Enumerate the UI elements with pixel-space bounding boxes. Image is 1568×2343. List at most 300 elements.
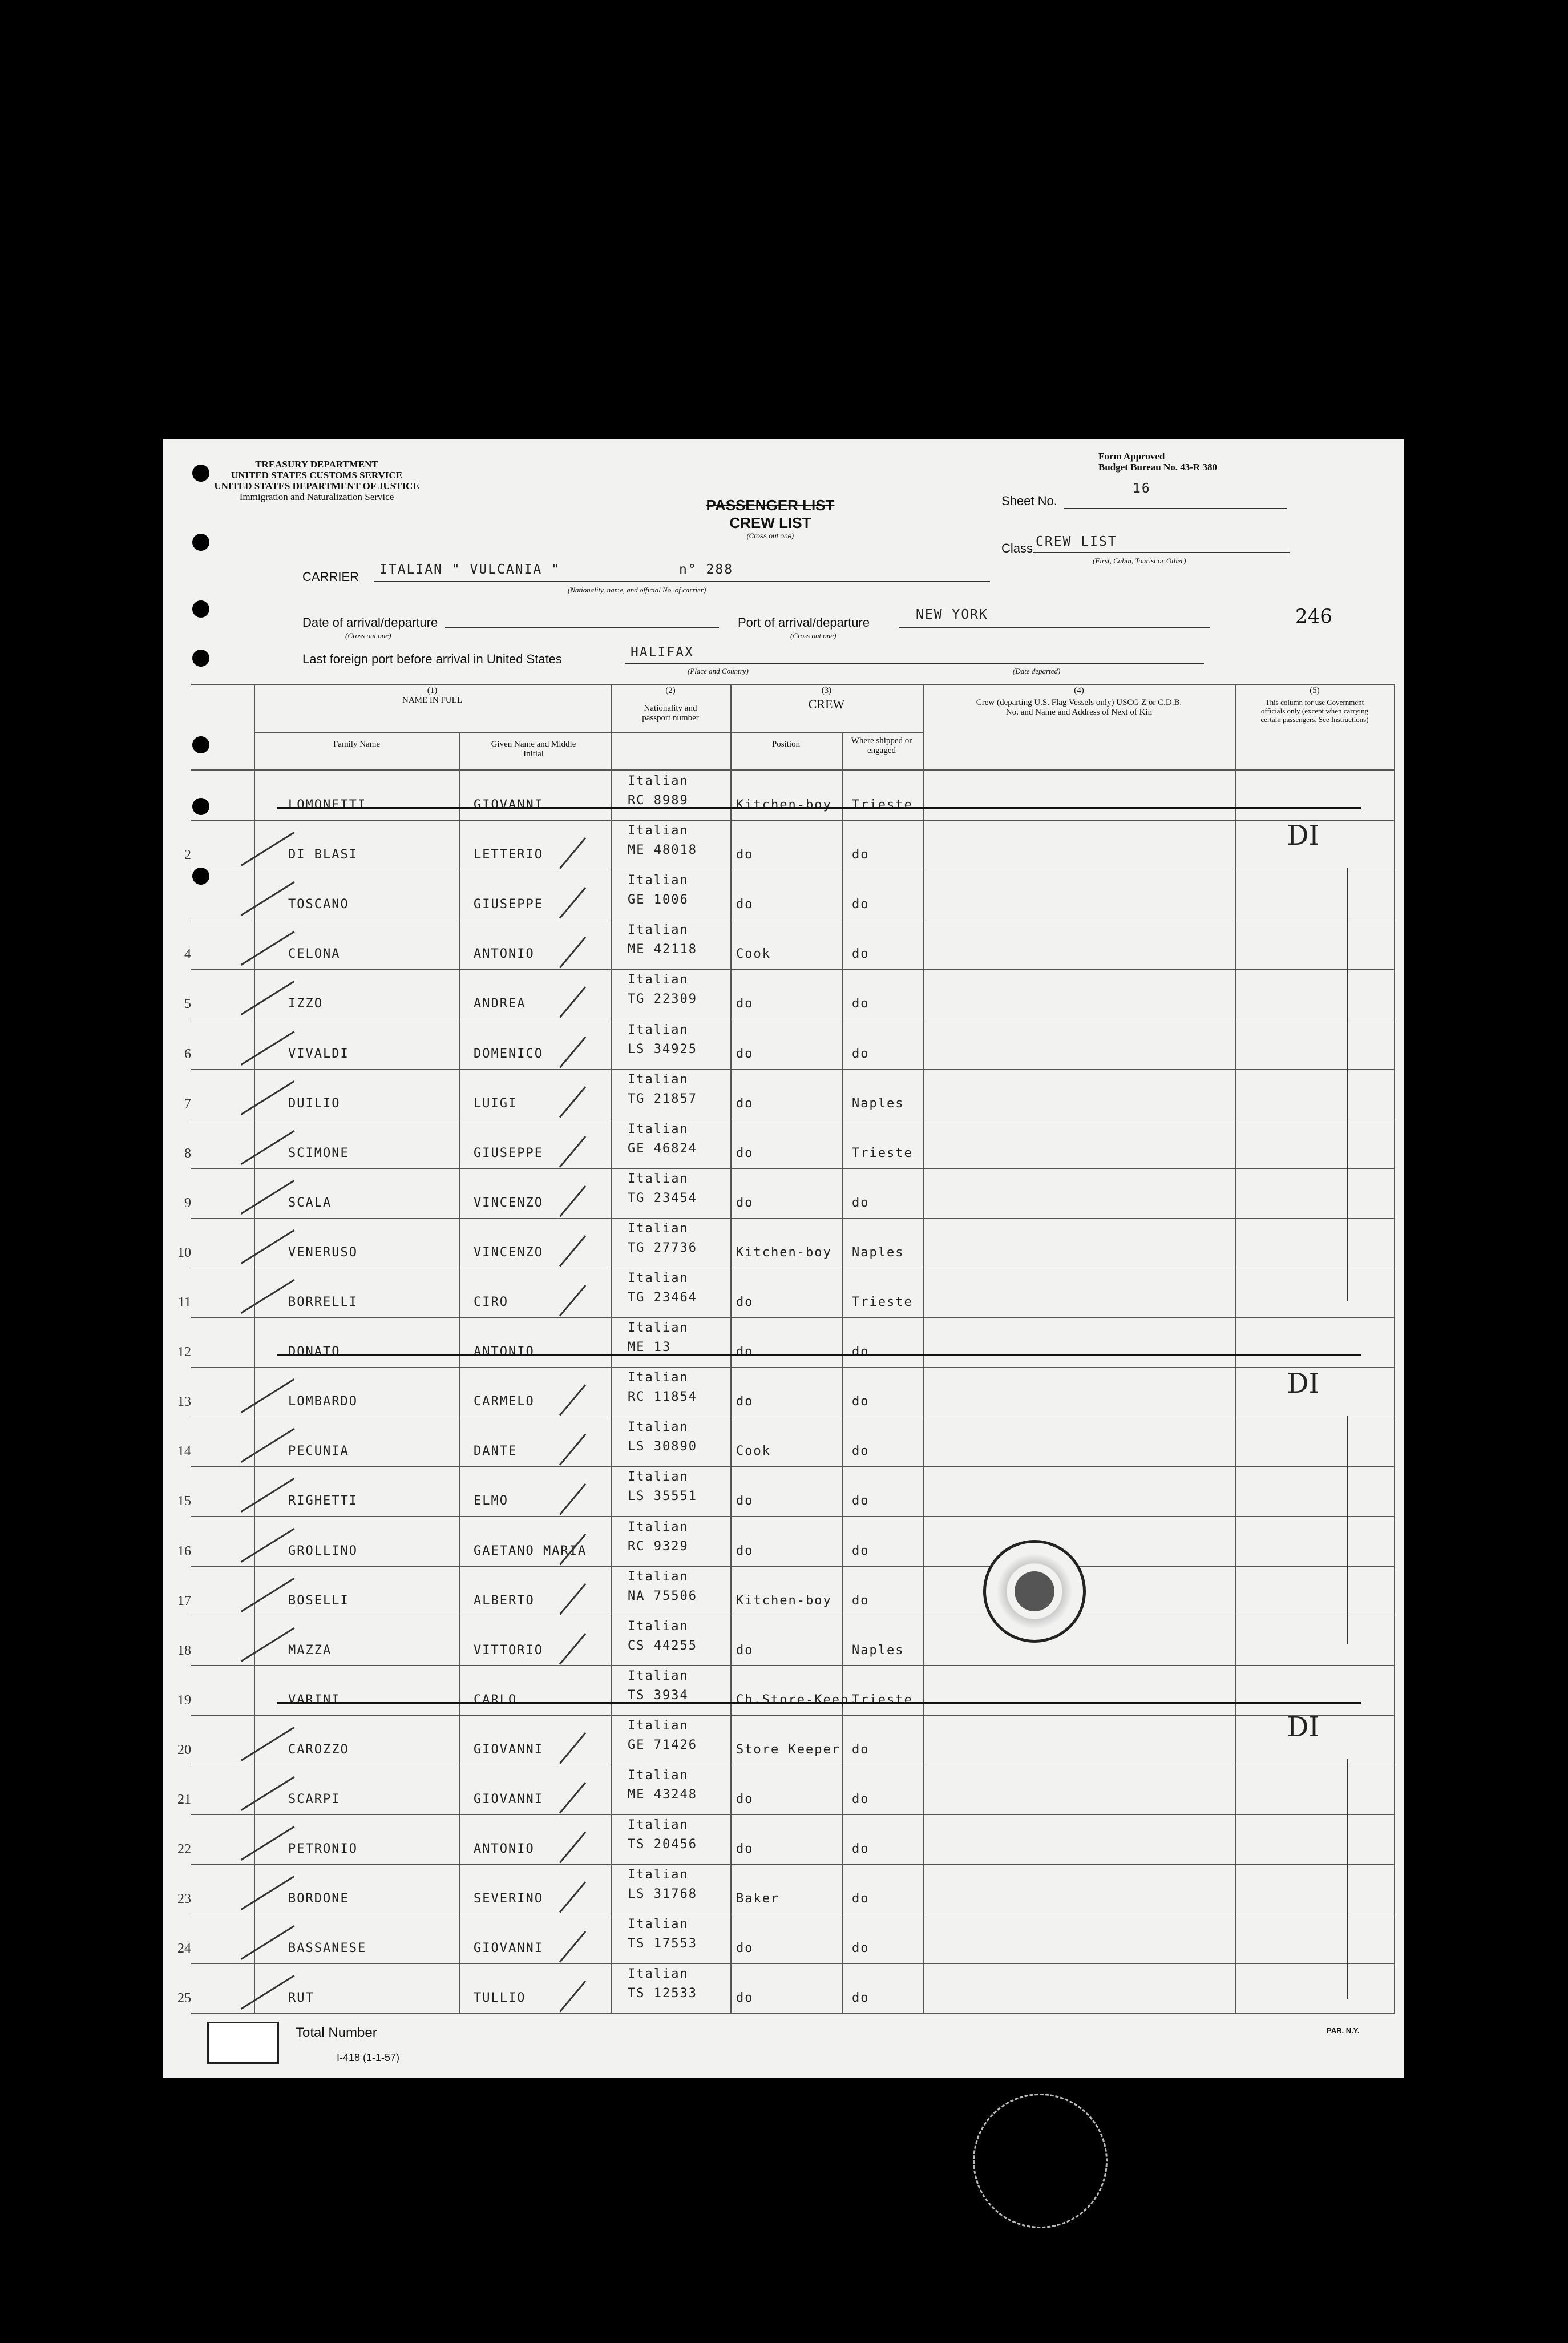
passport-number-cell: RC 9329 bbox=[628, 1539, 689, 1554]
check-mark bbox=[559, 1384, 586, 1416]
family-name-cell: LOMONETTI bbox=[288, 798, 367, 812]
port-label: Port of arrival/departure bbox=[738, 615, 870, 630]
position-cell: Baker bbox=[736, 1892, 780, 1906]
nationality-cell: Italian bbox=[628, 923, 689, 938]
check-mark bbox=[241, 1229, 295, 1264]
nationality-cell: Italian bbox=[628, 1818, 689, 1833]
passport-number-cell: TG 27736 bbox=[628, 1240, 697, 1255]
family-name-cell: PETRONIO bbox=[288, 1842, 358, 1857]
row-number: 11 bbox=[177, 1295, 191, 1310]
check-mark bbox=[559, 937, 586, 969]
check-mark bbox=[559, 1782, 586, 1814]
table-row bbox=[191, 771, 1395, 820]
position-cell: Kitchen-boy bbox=[736, 1593, 832, 1608]
col4-number: (4) bbox=[1074, 686, 1084, 695]
title-passenger-list: PASSENGER LIST bbox=[706, 497, 835, 514]
passport-number-cell: NA 75506 bbox=[628, 1588, 697, 1603]
position-cell: Kitchen-boy bbox=[736, 1245, 832, 1260]
check-mark bbox=[559, 1732, 586, 1764]
family-name-cell: BOSELLI bbox=[288, 1593, 349, 1608]
check-mark bbox=[559, 1583, 586, 1615]
position-cell: do bbox=[736, 848, 754, 862]
form-title bbox=[673, 497, 867, 540]
form-number: I-418 (1-1-57) bbox=[337, 2052, 400, 2063]
where-shipped-cell: do bbox=[852, 1046, 870, 1061]
check-mark bbox=[241, 1378, 295, 1413]
position-cell: do bbox=[736, 1792, 754, 1806]
table-row bbox=[191, 870, 1395, 920]
col5-number: (5) bbox=[1310, 686, 1320, 695]
col3-header bbox=[730, 686, 923, 709]
nationality-cell: Italian bbox=[628, 824, 689, 838]
table-row bbox=[177, 1963, 1395, 2013]
nationality-cell: Italian bbox=[628, 1420, 689, 1435]
row-number: 12 bbox=[177, 1345, 191, 1360]
col1-header bbox=[254, 686, 611, 705]
nationality-cell: Italian bbox=[628, 1569, 689, 1584]
check-mark bbox=[241, 1080, 295, 1115]
table-row bbox=[177, 1466, 1395, 1516]
row-number: 5 bbox=[184, 997, 191, 1012]
di-annotation: DI bbox=[1287, 1368, 1320, 1400]
strike-through-line bbox=[277, 807, 1361, 809]
title-crew-list: CREW LIST bbox=[729, 514, 811, 531]
row-divider bbox=[191, 2013, 1395, 2014]
position-cell: do bbox=[736, 1195, 754, 1210]
given-name-cell: CARLO bbox=[474, 1692, 518, 1707]
check-mark bbox=[559, 1434, 586, 1466]
row-number: 4 bbox=[184, 947, 191, 962]
check-mark bbox=[559, 1931, 586, 1963]
family-name-cell: VENERUSO bbox=[288, 1245, 358, 1260]
family-name-cell: SCARPI bbox=[288, 1792, 341, 1806]
crew-table bbox=[177, 684, 1395, 2014]
table-row bbox=[177, 1417, 1395, 1466]
where-shipped-cell: do bbox=[852, 1941, 870, 1956]
crew-list-form bbox=[163, 439, 1404, 2078]
nationality-cell: Italian bbox=[628, 1768, 689, 1783]
given-name-cell: ANTONIO bbox=[474, 1842, 535, 1857]
given-name-cell: ANDREA bbox=[474, 997, 526, 1011]
check-mark bbox=[241, 1826, 295, 1861]
carrier-underline bbox=[374, 581, 990, 582]
header-divider bbox=[254, 732, 923, 733]
nationality-cell: Italian bbox=[628, 1917, 689, 1932]
where-shipped-cell: do bbox=[852, 1394, 870, 1409]
table-row bbox=[177, 1616, 1395, 1665]
passport-number-cell: RC 11854 bbox=[628, 1390, 697, 1405]
check-mark bbox=[559, 1235, 586, 1267]
col1-number: (1) bbox=[427, 686, 438, 695]
table-row bbox=[184, 1019, 1395, 1069]
family-name-cell: SCALA bbox=[288, 1195, 332, 1210]
last-port-hint: (Place and Country) bbox=[688, 667, 749, 675]
family-name-cell: RUT bbox=[288, 1991, 314, 2006]
total-number-box bbox=[207, 2022, 279, 2064]
table-row bbox=[177, 1268, 1395, 1317]
nationality-cell: Italian bbox=[628, 973, 689, 987]
class-hint: (First, Cabin, Tourist or Other) bbox=[1093, 556, 1186, 565]
family-name-cell: VARINI bbox=[288, 1692, 341, 1707]
nationality-cell: Italian bbox=[628, 1321, 689, 1336]
position-cell: Store Keeper bbox=[736, 1742, 840, 1757]
check-mark bbox=[241, 1031, 295, 1066]
nationality-cell: Italian bbox=[628, 1718, 689, 1733]
position-cell: Cook bbox=[736, 947, 771, 962]
check-mark bbox=[559, 1037, 586, 1068]
where-shipped-cell: do bbox=[852, 848, 870, 862]
table-row bbox=[177, 1864, 1395, 1914]
position-cell: do bbox=[736, 1394, 754, 1409]
family-name-cell: BORRELLI bbox=[288, 1295, 358, 1309]
row-number: 15 bbox=[177, 1494, 191, 1509]
col2-header bbox=[611, 686, 730, 723]
given-name-cell: CIRO bbox=[474, 1295, 508, 1309]
check-mark bbox=[241, 1925, 295, 1960]
given-name-cell: ALBERTO bbox=[474, 1593, 535, 1608]
where-shipped-cell: do bbox=[852, 997, 870, 1011]
table-row bbox=[177, 1765, 1395, 1814]
table-row bbox=[184, 820, 1395, 870]
where-shipped-cell: do bbox=[852, 1593, 870, 1608]
date-hint: (Cross out one) bbox=[345, 631, 391, 640]
printer-mark: PAR. N.Y. bbox=[1327, 2026, 1360, 2035]
col2-number: (2) bbox=[665, 686, 676, 695]
page-number: 246 bbox=[1295, 605, 1332, 628]
check-mark bbox=[241, 1180, 295, 1215]
where-shipped-header: Where shipped or engaged bbox=[851, 736, 912, 755]
given-name-cell: TULLIO bbox=[474, 1991, 526, 2006]
passport-number-cell: TG 23454 bbox=[628, 1191, 697, 1205]
passport-number-cell: LS 35551 bbox=[628, 1489, 697, 1504]
di-annotation: DI bbox=[1287, 820, 1320, 852]
table-row bbox=[184, 1119, 1395, 1168]
given-name-cell: GIOVANNI bbox=[474, 1742, 543, 1757]
table-row bbox=[184, 1168, 1395, 1218]
nationality-cell: Italian bbox=[628, 1967, 689, 1982]
given-name-cell: VITTORIO bbox=[474, 1643, 543, 1658]
given-name-cell: CARMELO bbox=[474, 1394, 535, 1409]
port-underline bbox=[899, 627, 1210, 628]
nationality-cell: Italian bbox=[628, 1072, 689, 1087]
check-mark bbox=[559, 1832, 586, 1864]
family-name-cell: BORDONE bbox=[288, 1892, 349, 1906]
class-value: CREW LIST bbox=[1036, 534, 1117, 549]
row-number: 21 bbox=[177, 1792, 191, 1807]
check-mark bbox=[559, 986, 586, 1018]
last-port-label: Last foreign port before arrival in United States bbox=[302, 652, 562, 666]
position-cell: do bbox=[736, 1643, 754, 1658]
where-shipped-cell: do bbox=[852, 1543, 870, 1558]
family-name-cell: CAROZZO bbox=[288, 1742, 349, 1757]
check-mark bbox=[241, 931, 295, 966]
table-row bbox=[177, 1715, 1395, 1765]
port-hint: (Cross out one) bbox=[790, 631, 836, 640]
check-mark bbox=[241, 1130, 295, 1165]
col3-title: CREW bbox=[808, 697, 845, 711]
where-shipped-cell: do bbox=[852, 1494, 870, 1509]
row-number: 13 bbox=[177, 1394, 191, 1410]
check-mark bbox=[559, 1483, 586, 1515]
table-row bbox=[177, 1218, 1395, 1268]
passport-number-cell: CS 44255 bbox=[628, 1638, 697, 1653]
col5-title: This column for use Government officials only (except when carrying certain passengers. See Instructions) bbox=[1260, 698, 1369, 724]
strike-through-line bbox=[277, 1702, 1361, 1704]
row-number: 18 bbox=[177, 1643, 191, 1658]
family-name-cell: RIGHETTI bbox=[288, 1494, 358, 1509]
check-mark bbox=[241, 1876, 295, 1910]
table-row bbox=[184, 920, 1395, 969]
table-row bbox=[177, 1566, 1395, 1616]
where-shipped-cell: do bbox=[852, 1991, 870, 2006]
nationality-cell: Italian bbox=[628, 1519, 689, 1534]
given-name-cell: ELMO bbox=[474, 1494, 508, 1509]
family-name-cell: CELONA bbox=[288, 947, 341, 962]
passport-number-cell: ME 42118 bbox=[628, 942, 697, 957]
family-name-cell: IZZO bbox=[288, 997, 323, 1011]
nationality-cell: Italian bbox=[628, 774, 689, 788]
passport-number-cell: LS 30890 bbox=[628, 1439, 697, 1454]
passport-number-cell: GE 1006 bbox=[628, 893, 689, 908]
nationality-cell: Italian bbox=[628, 1271, 689, 1285]
row-number: 6 bbox=[184, 1046, 191, 1062]
nationality-cell: Italian bbox=[628, 1868, 689, 1882]
table-row bbox=[184, 969, 1395, 1019]
nationality-cell: Italian bbox=[628, 1221, 689, 1236]
family-name-cell: LOMBARDO bbox=[288, 1394, 358, 1409]
given-name-cell: ANTONIO bbox=[474, 947, 535, 962]
passport-number-cell: ME 43248 bbox=[628, 1788, 697, 1802]
given-name-cell: GIOVANNI bbox=[474, 1792, 543, 1806]
passport-number-cell: ME 48018 bbox=[628, 843, 697, 858]
where-shipped-cell: Trieste bbox=[852, 1295, 913, 1309]
sheet-underline bbox=[1064, 508, 1287, 509]
binder-hole bbox=[192, 534, 209, 551]
passport-number-cell: TS 17553 bbox=[628, 1937, 697, 1951]
class-label: Class bbox=[1001, 541, 1033, 555]
row-number: 24 bbox=[177, 1941, 191, 1957]
position-cell: do bbox=[736, 1046, 754, 1061]
col4-header bbox=[923, 686, 1235, 717]
given-name-cell: DANTE bbox=[474, 1444, 518, 1459]
position-header: Position bbox=[771, 740, 801, 749]
passport-number-cell: TS 12533 bbox=[628, 1986, 697, 2001]
check-mark bbox=[241, 1776, 295, 1811]
position-cell: do bbox=[736, 1991, 754, 2006]
passport-number-cell: TS 3934 bbox=[628, 1688, 689, 1703]
family-name-header: Family Name bbox=[333, 740, 381, 749]
last-port-value: HALIFAX bbox=[631, 645, 694, 660]
row-number: 8 bbox=[184, 1146, 191, 1161]
check-mark bbox=[241, 832, 295, 866]
given-name-cell: LETTERIO bbox=[474, 848, 543, 862]
di-annotation: DI bbox=[1287, 1711, 1320, 1743]
table-top-border bbox=[191, 684, 1395, 685]
family-name-cell: SCIMONE bbox=[288, 1146, 349, 1160]
nationality-cell: Italian bbox=[628, 1370, 689, 1385]
given-name-cell: GIUSEPPE bbox=[474, 897, 543, 912]
position-cell: do bbox=[736, 1842, 754, 1857]
table-row bbox=[177, 1814, 1395, 1864]
family-name-cell: BASSANESE bbox=[288, 1941, 367, 1956]
given-name-cell: VINCENZO bbox=[474, 1195, 543, 1210]
passport-number-cell: LS 34925 bbox=[628, 1042, 697, 1056]
where-shipped-cell: Naples bbox=[852, 1245, 904, 1260]
position-cell: do bbox=[736, 1494, 754, 1509]
position-cell: do bbox=[736, 1096, 754, 1111]
table-row bbox=[177, 1517, 1395, 1566]
where-shipped-cell: do bbox=[852, 1892, 870, 1906]
passport-number-cell: LS 31768 bbox=[628, 1887, 697, 1902]
family-name-cell: PECUNIA bbox=[288, 1444, 349, 1459]
given-name-cell: LUIGI bbox=[474, 1096, 518, 1111]
check-mark bbox=[241, 1279, 295, 1314]
annotation-bracket bbox=[1324, 1759, 1348, 1999]
check-mark bbox=[241, 1727, 295, 1761]
agency-line: UNITED STATES CUSTOMS SERVICE bbox=[231, 470, 403, 481]
where-shipped-cell: do bbox=[852, 1345, 870, 1360]
nationality-cell: Italian bbox=[628, 873, 689, 888]
check-mark bbox=[241, 1975, 295, 2010]
row-number: 9 bbox=[184, 1195, 191, 1211]
row-number: 23 bbox=[177, 1892, 191, 1907]
check-mark bbox=[559, 1981, 586, 2013]
check-mark bbox=[241, 1627, 295, 1662]
position-cell: do bbox=[736, 1295, 754, 1309]
position-cell: do bbox=[736, 1941, 754, 1956]
row-number: 7 bbox=[184, 1096, 191, 1111]
where-shipped-cell: do bbox=[852, 1742, 870, 1757]
where-shipped-cell: do bbox=[852, 1444, 870, 1459]
table-row bbox=[177, 1317, 1395, 1367]
table-row bbox=[177, 1914, 1395, 1963]
nationality-cell: Italian bbox=[628, 1171, 689, 1186]
class-underline bbox=[1033, 552, 1290, 553]
row-number: 2 bbox=[184, 848, 191, 863]
form-approved-block bbox=[1098, 451, 1281, 473]
carrier-value: ITALIAN " VULCANIA " bbox=[379, 562, 560, 577]
given-name-cell: GIUSEPPE bbox=[474, 1146, 543, 1160]
agency-line: TREASURY DEPARTMENT bbox=[255, 459, 378, 470]
binder-hole bbox=[192, 650, 209, 667]
family-name-cell: DI BLASI bbox=[288, 848, 358, 862]
row-number: 19 bbox=[177, 1692, 191, 1708]
where-shipped-cell: Trieste bbox=[852, 1146, 913, 1160]
check-mark bbox=[559, 887, 586, 919]
position-cell: Ch.Store-Keep. bbox=[736, 1692, 858, 1707]
family-name-cell: VIVALDI bbox=[288, 1046, 349, 1061]
row-number: 22 bbox=[177, 1842, 191, 1857]
date-underline bbox=[445, 627, 719, 628]
passport-number-cell: RC 8989 bbox=[628, 793, 689, 808]
family-name-cell: GROLLINO bbox=[288, 1543, 358, 1558]
row-number: 17 bbox=[177, 1593, 191, 1608]
sheet-label: Sheet No. bbox=[1001, 494, 1057, 508]
eagle-emblem-icon bbox=[1015, 1571, 1054, 1611]
nationality-cell: Italian bbox=[628, 1668, 689, 1683]
check-mark bbox=[241, 981, 295, 1015]
annotation-bracket bbox=[1324, 868, 1348, 1301]
agency-line: Immigration and Naturalization Service bbox=[239, 491, 394, 502]
row-number: 10 bbox=[177, 1245, 191, 1260]
check-mark bbox=[559, 1185, 586, 1217]
position-cell: do bbox=[736, 1345, 754, 1360]
family-name-cell: TOSCANO bbox=[288, 897, 349, 912]
check-mark bbox=[559, 1881, 586, 1913]
family-name-cell: DUILIO bbox=[288, 1096, 341, 1111]
nationality-cell: Italian bbox=[628, 1022, 689, 1037]
strike-through-line bbox=[277, 1354, 1361, 1356]
check-mark bbox=[241, 1578, 295, 1612]
table-row bbox=[177, 1367, 1395, 1417]
title-cross-out-hint: (Cross out one) bbox=[746, 532, 794, 540]
where-shipped-cell: do bbox=[852, 897, 870, 912]
given-name-cell: SEVERINO bbox=[474, 1892, 543, 1906]
where-shipped-cell: Trieste bbox=[852, 798, 913, 812]
annotation-bracket bbox=[1324, 1416, 1348, 1644]
agency-header bbox=[197, 459, 437, 502]
nationality-cell: Italian bbox=[628, 1619, 689, 1634]
passport-number-cell: GE 71426 bbox=[628, 1737, 697, 1752]
given-name-header: Given Name and Middle Initial bbox=[491, 740, 576, 759]
passport-number-cell: TS 20456 bbox=[628, 1837, 697, 1852]
nationality-cell: Italian bbox=[628, 1122, 689, 1136]
position-cell: do bbox=[736, 1543, 754, 1558]
where-shipped-cell: Naples bbox=[852, 1643, 904, 1658]
row-number: 16 bbox=[177, 1543, 191, 1559]
row-number: 20 bbox=[177, 1742, 191, 1757]
position-cell: do bbox=[736, 897, 754, 912]
given-name-cell: VINCENZO bbox=[474, 1245, 543, 1260]
check-mark bbox=[241, 1478, 295, 1513]
sheet-number: 16 bbox=[1133, 481, 1151, 496]
given-name-cell: DOMENICO bbox=[474, 1046, 543, 1061]
row-number: 25 bbox=[177, 1991, 191, 2006]
table-row bbox=[184, 1069, 1395, 1119]
col5-header bbox=[1235, 686, 1394, 724]
where-shipped-cell: do bbox=[852, 1195, 870, 1210]
col2-title: Nationality and passport number bbox=[642, 704, 699, 723]
position-cell: Kitchen-boy bbox=[736, 798, 832, 812]
binder-hole bbox=[192, 600, 209, 618]
where-shipped-cell: do bbox=[852, 947, 870, 962]
port-value: NEW YORK bbox=[916, 607, 988, 622]
given-name-cell: GAETANO MARIA bbox=[474, 1543, 587, 1558]
given-name-cell: ANTONIO bbox=[474, 1345, 535, 1360]
consulate-seal bbox=[983, 1540, 1086, 1643]
where-shipped-cell: Naples bbox=[852, 1096, 904, 1111]
check-mark bbox=[241, 881, 295, 916]
row-number: 14 bbox=[177, 1444, 191, 1459]
form-approved: Form Approved bbox=[1098, 451, 1165, 462]
passport-number-cell: TG 23464 bbox=[628, 1291, 697, 1305]
total-number-label: Total Number bbox=[296, 2025, 377, 2040]
passport-number-cell: TG 21857 bbox=[628, 1091, 697, 1106]
check-mark bbox=[241, 1528, 295, 1563]
given-name-cell: GIOVANNI bbox=[474, 798, 543, 812]
faded-seal-stamp bbox=[973, 2094, 1108, 2228]
table-row bbox=[177, 1665, 1395, 1715]
last-port-underline bbox=[625, 663, 1204, 664]
passport-number-cell: GE 46824 bbox=[628, 1141, 697, 1156]
check-mark bbox=[559, 837, 586, 869]
carrier-hint: (Nationality, name, and official No. of carrier) bbox=[568, 586, 706, 594]
check-mark bbox=[559, 1285, 586, 1317]
family-name-cell: DONATO bbox=[288, 1345, 341, 1360]
passport-number-cell: ME 13 bbox=[628, 1340, 672, 1355]
date-label: Date of arrival/departure bbox=[302, 615, 438, 630]
where-shipped-cell: do bbox=[852, 1842, 870, 1857]
